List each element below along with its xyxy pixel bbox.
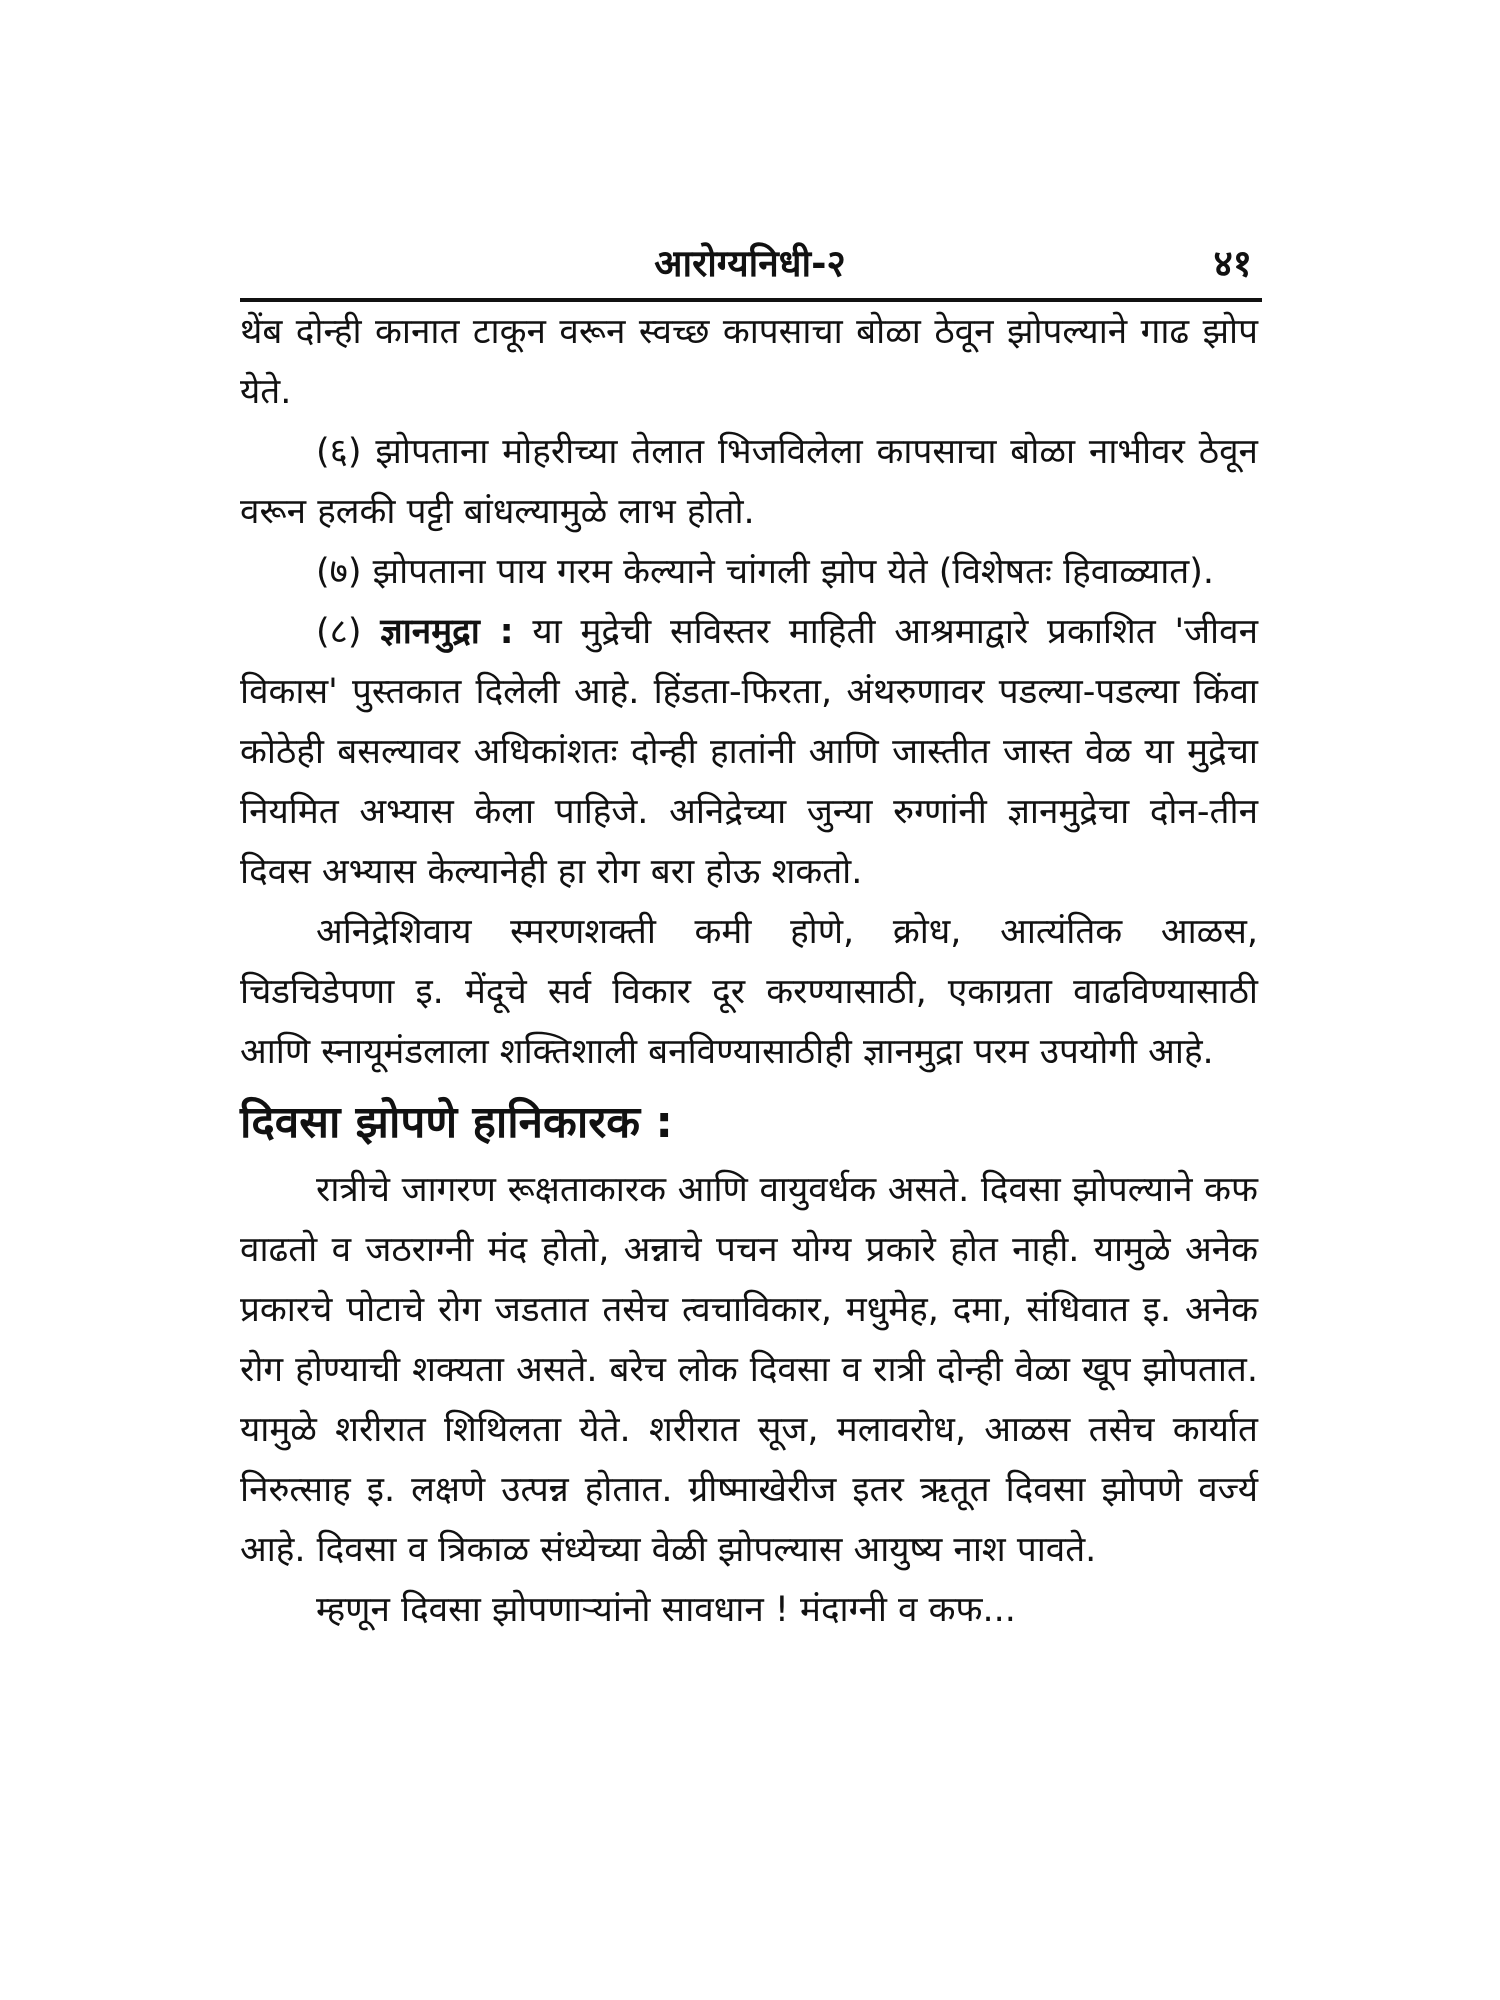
section-heading: दिवसा झोपणे हानिकारक : (240, 1097, 673, 1148)
paragraph-point-7: (७) झोपताना पाय गरम केल्याने चांगली झोप येते (विशेषतः हिवाळ्यात). (316, 552, 1215, 592)
paragraph-continued: थेंब दोन्ही कानात टाकून वरून स्वच्छ कापसाचा बोळा ठेवून झोपल्याने गाढ झोप येते. (240, 312, 1258, 412)
paragraph-warning: म्हणून दिवसा झोपणाऱ्यांनो सावधान ! मंदाग्नी व कफ... (316, 1590, 1016, 1630)
paragraph-benefits: अनिद्रेशिवाय स्मरणशक्ती कमी होणे, क्रोध, आत्यंतिक आळस, चिडचिडेपणा इ. मेंदूचे सर्व विकार दूर करण्यासाठी, एकाग्रता वाढविण्यासाठी आणि स्नायूमंडलाला शक्तिशाली बनविण्यासाठीही ज्ञानमुद्रा परम उपयोगी आहे. (240, 912, 1258, 1072)
page-header (240, 236, 1260, 298)
point-8-text: या मुद्रेची सविस्तर माहिती आश्रमाद्वारे प्रकाशित 'जीवन विकास' पुस्तकात दिलेली आहे. हिंडता-फिरता, अंथरुणावर पडल्या-पडल्या किंवा कोठेही बसल्यावर अधिकांशतः दोन्ही हातांनी आणि जास्तीत जास्त वेळ या मुद्रेचा नियमित अभ्यास केला पाहिजे. अनिद्रेच्या जुन्या रुग्णांनी ज्ञानमुद्रेचा दोन-तीन दिवस अभ्यास केल्यानेही हा रोग बरा होऊ शकतो. (240, 612, 1258, 892)
page-number: ४१ (1213, 242, 1252, 285)
point-8-number: (८) (316, 612, 381, 652)
paragraph-day-sleep: रात्रीचे जागरण रूक्षताकारक आणि वायुवर्धक असते. दिवसा झोपल्याने कफ वाढतो व जठराग्नी मंद होतो, अन्नाचे पचन योग्य प्रकारे होत नाही. यामुळे अनेक प्रकारचे पोटाचे रोग जडतात तसेच त्वचाविकार, मधुमेह, दमा, संधिवात इ. अनेक रोग होण्याची शक्यता असते. बरेच लोक दिवसा व रात्री दोन्ही वेळा खूप झोपतात. यामुळे शरीरात शिथिलता येते. शरीरात सूज, मलावरोध, आळस तसेच कार्यात निरुत्साह इ. लक्षणे उत्पन्न होतात. ग्रीष्माखेरीज इतर ऋतूत दिवसा झोपणे वर्ज्य आहे. दिवसा व त्रिकाळ संध्येच्या वेळी झोपल्यास आयुष्य नाश पावते. (240, 1170, 1258, 1570)
paragraph-point-6: (६) झोपताना मोहरीच्या तेलात भिजविलेला कापसाचा बोळा नाभीवर ठेवून वरून हलकी पट्टी बांधल्यामुळे लाभ होतो. (240, 432, 1258, 532)
running-title: आरोग्यनिधी-२ (654, 242, 846, 285)
point-8-term: ज्ञानमुद्रा : (380, 612, 514, 652)
page-body (240, 302, 1258, 1640)
paragraph-point-8 (240, 602, 1258, 902)
